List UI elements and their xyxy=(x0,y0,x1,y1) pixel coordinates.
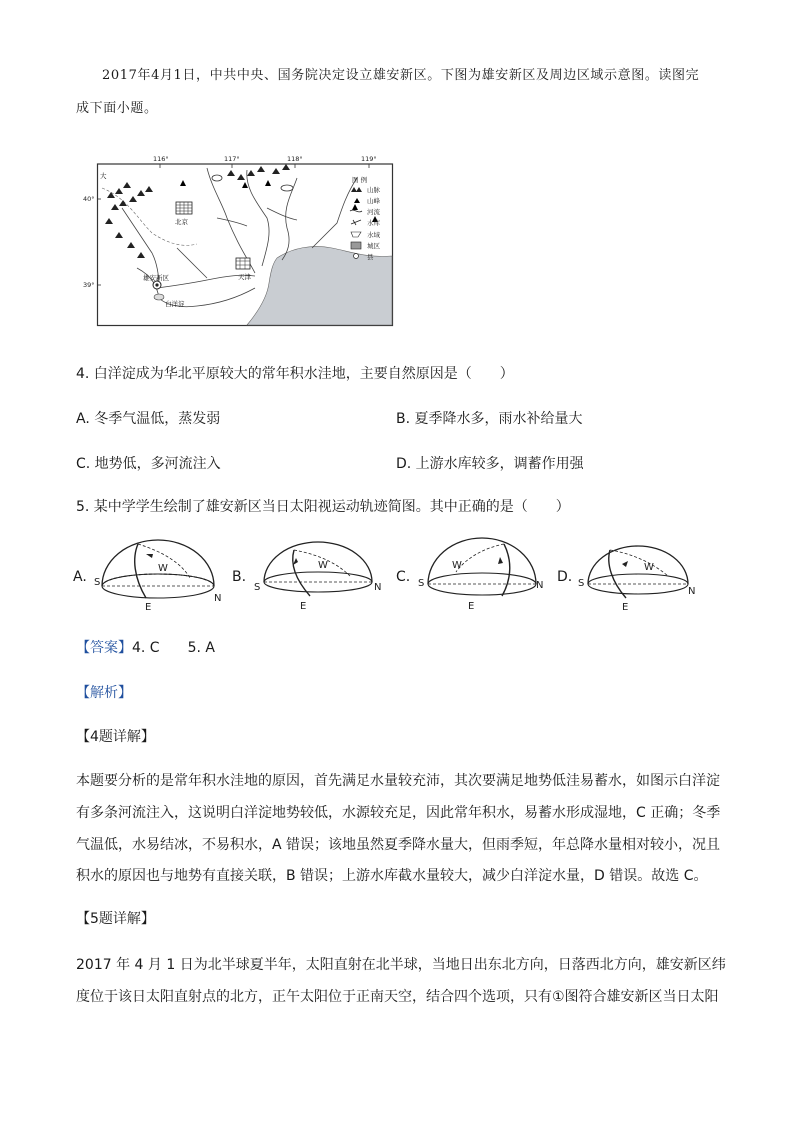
detail5-label: 【5题详解】 xyxy=(76,911,155,927)
legend-title: 图 例 xyxy=(352,176,368,184)
answer-text: 4. C 5. A xyxy=(132,640,215,656)
label-baiyangdian: 白洋淀 xyxy=(165,300,185,308)
dir-e: E xyxy=(468,601,475,612)
lat-40: 40° xyxy=(83,195,95,203)
legend-item-city: 城区 xyxy=(367,242,380,250)
label-xiongan: 雄安新区 xyxy=(143,274,169,282)
detail5-line-2: 度位于该日太阳直射点的北方，正午太阳位于正南天空，结合四个选项，只有①图符合雄安新区当日太阳 xyxy=(76,989,719,1005)
dir-n: N xyxy=(536,580,544,591)
dir-n: N xyxy=(688,586,696,597)
dir-s: S xyxy=(94,577,101,588)
lon-117: 117° xyxy=(224,155,240,163)
q5-option-c-diagram[interactable] xyxy=(418,536,548,610)
dir-s: S xyxy=(418,578,425,589)
intro-line-1: 2017年4月1日，中共中央、国务院决定设立雄安新区。下图为雄安新区及周边区域示意图。读图完 xyxy=(102,68,700,83)
detail4-line-1: 本题要分析的是常年积水洼地的原因，首先满足水量较充沛，其次要满足地势低洼易蓄水，如图示白洋淀 xyxy=(76,773,720,789)
detail4-line-4: 积水的原因也与地势有直接关联，B 错误；上游水库截水量较大，减少白洋淀水量，D 错误。故选 C。 xyxy=(76,868,708,884)
answer-label: 【答案】 xyxy=(76,640,132,656)
legend-item-reservoir: 水库 xyxy=(367,219,380,227)
lon-118: 118° xyxy=(287,155,303,163)
lon-116: 116° xyxy=(153,155,169,163)
q5-option-d-diagram[interactable] xyxy=(578,542,700,612)
q4-option-c[interactable]: C. 地势低，多河流注入 xyxy=(76,456,221,472)
legend-item-water: 水域 xyxy=(367,231,380,239)
detail4-line-3: 气温低，水易结冰，不易积水，A 错误；该地虽然夏季降水量大，但雨季短，年总降水量相对较小，况且 xyxy=(76,837,721,853)
detail4-line-2: 有多条河流注入，这说明白洋淀地势较低，水源较充足，因此常年积水，易蓄水形成湿地，C 正确；冬季 xyxy=(76,805,721,821)
intro-line-2: 成下面小题。 xyxy=(76,101,158,116)
q5-stem: 5. 某中学学生绘制了雄安新区当日太阳视运动轨迹简图。其中正确的是（ ） xyxy=(76,499,570,515)
legend-item-peak: 山峰 xyxy=(367,197,380,205)
tianjin-city-marker xyxy=(236,258,250,269)
dir-e: E xyxy=(145,602,152,613)
legend-item-mountain: 山脉 xyxy=(367,186,380,194)
q5-option-a-diagram[interactable] xyxy=(94,538,222,613)
q4-option-b[interactable]: B. 夏季降水多，雨水补给量大 xyxy=(396,411,583,427)
q5-option-a-label[interactable]: A. xyxy=(73,569,87,585)
q4-option-a[interactable]: A. 冬季气温低，蒸发弱 xyxy=(76,411,221,427)
xiongan-region-map xyxy=(83,148,393,326)
dir-w: W xyxy=(318,560,328,571)
dir-n: N xyxy=(374,582,382,593)
legend-item-river: 河流 xyxy=(367,208,380,216)
label-beijing: 北京 xyxy=(175,218,188,226)
q5-option-c-label[interactable]: C. xyxy=(396,569,411,585)
q5-option-b-diagram[interactable] xyxy=(254,540,384,610)
answer-line xyxy=(76,638,215,658)
dir-w: W xyxy=(452,560,462,571)
label-tianjin: 天津 xyxy=(238,273,251,281)
dir-e: E xyxy=(300,601,307,612)
lon-119: 119° xyxy=(361,155,377,163)
detail5-line-1: 2017 年 4 月 1 日为北半球夏半年，太阳直射在北半球，当地日出东北方向，日落西北方向，雄安新区纬 xyxy=(76,957,726,973)
q4-option-d[interactable]: D. 上游水库较多，调蓄作用强 xyxy=(396,456,584,472)
legend-item-county: 县 xyxy=(367,253,374,261)
analysis-label: 【解析】 xyxy=(76,685,132,701)
lat-39: 39° xyxy=(83,281,95,289)
q5-option-d-label[interactable]: D. xyxy=(557,569,573,585)
dir-n: N xyxy=(214,593,222,604)
dir-w: W xyxy=(644,562,654,573)
q5-option-b-label[interactable]: B. xyxy=(232,569,247,585)
q4-stem: 4. 白洋淀成为华北平原较大的常年积水洼地，主要自然原因是（ ） xyxy=(76,366,514,382)
dir-w: W xyxy=(158,563,168,574)
dir-e: E xyxy=(622,602,629,613)
detail4-label: 【4题详解】 xyxy=(76,729,155,745)
dir-s: S xyxy=(578,578,585,589)
label-da: 大 xyxy=(100,172,107,180)
baiyangdian-marker xyxy=(154,294,164,300)
dir-s: S xyxy=(254,582,261,593)
